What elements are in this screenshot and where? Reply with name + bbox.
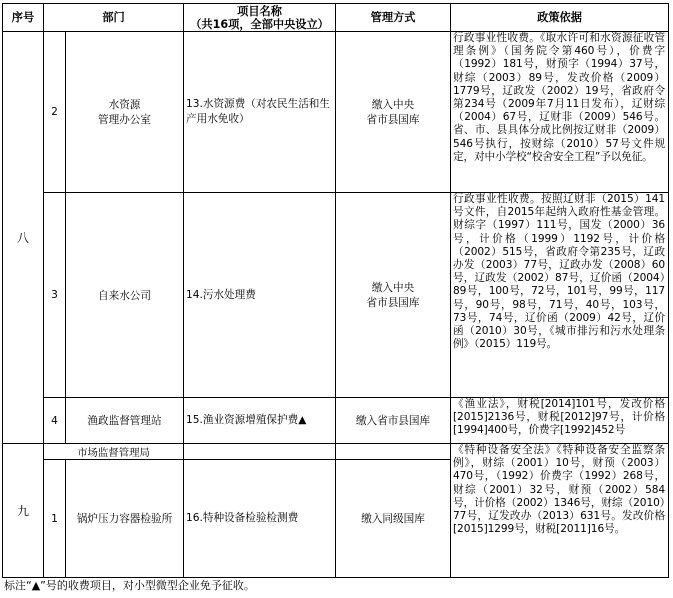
header-project xyxy=(184,4,336,32)
table-row xyxy=(3,193,669,398)
row-num: 1 xyxy=(44,460,66,578)
header-management: 管理方式 xyxy=(336,4,451,32)
table-row xyxy=(3,32,669,193)
row-dept: 自来水公司 xyxy=(66,193,184,398)
row-num: 2 xyxy=(44,32,66,193)
row-management: 缴入同级国库 xyxy=(336,460,451,578)
fee-table xyxy=(2,3,669,578)
header-dept: 部门 xyxy=(44,4,184,32)
row-management xyxy=(336,193,451,398)
subheader-empty xyxy=(336,444,451,460)
row-management-line: 省市县国库 xyxy=(366,114,420,126)
row-project: 16.特种设备检验检测费 xyxy=(184,460,336,578)
row-num: 4 xyxy=(44,398,66,444)
row-basis: 行政事业性收费。《取水许可和水资源征收管理条例》（国务院令第460号），价费字（1992）181号，财预字（1994）37号，财综（2003）89号，发改价格（2009）1779号，辽政发（2002）19号，省政府令第234号（2009年7月11日发布），辽财综（2004）67号，辽财非（2009）546号。省、市、县具体分成比例按辽财非（2009）546号执行，按财综（2010）57号文件规定，对中小学校“校舍安全工程”予以免征。 xyxy=(451,32,669,193)
group-seq: 八 xyxy=(3,32,44,444)
header-row xyxy=(3,4,669,32)
row-dept: 锅炉压力容器检验所 xyxy=(66,460,184,578)
row-management xyxy=(336,32,451,193)
row-project: 15.渔业资源增殖保护费▲ xyxy=(184,398,336,444)
row-project: 14.污水处理费 xyxy=(184,193,336,398)
row-basis: 《特种设备安全法》《特种设备安全监察条例》，财综（2001）10号，财预（2003）470号，（1992）价费字（1992）268号，财综（2001）32号，财预（2002）584号，计价格（2002）1346号，财综（2010）77号，辽发改办（2013）631号。发改价格[2015]1299号，财税[2011]16号。 xyxy=(451,444,669,578)
row-dept-line: 管理办公室 xyxy=(98,114,151,126)
row-project: 13.水资源费（对农民生活和生产用水免收） xyxy=(184,32,336,193)
header-project-line2: （共16项，全部中央设立） xyxy=(190,17,329,31)
row-management-line: 缴入中央 xyxy=(371,99,415,111)
row-dept: 渔政监督管理站 xyxy=(66,398,184,444)
group-seq: 九 xyxy=(3,444,44,578)
header-seq: 序号 xyxy=(3,4,44,32)
subheader-empty xyxy=(184,444,336,460)
table-row xyxy=(3,398,669,444)
row-management: 缴入省市县国库 xyxy=(336,398,451,444)
subheader-dept: 市场监督管理局 xyxy=(44,444,184,460)
row-dept-line: 水资源 xyxy=(108,99,141,111)
header-basis: 政策依据 xyxy=(451,4,669,32)
header-project-line1: 项目名称 xyxy=(237,4,282,18)
subheader-row xyxy=(3,444,669,460)
row-num: 3 xyxy=(44,193,66,398)
row-management-line: 缴入中央 xyxy=(371,282,415,294)
footnote: 标注“▲”号的收费项目，对小型微型企业免予征收。 xyxy=(4,579,255,592)
row-basis: 行政事业性收费。按照辽财非（2015）141号文件，自2015年起纳入政府性基金管理。财综字（1997）111号，国发（2000）36号，计价格（1999）1192号，计价格（2002）515号，省政府令第235号，辽政办发（2003）77号，辽政办发（2008）60号，辽政发（2002）87号，辽价函（2004）89号，100号，72号，101号，99号，117号，90号，98号，71号，40号，103号，73号，74号，辽价函（2009）42号，辽价函（2010）30号，《城市排污和污水处理条例》（2015）119号。 xyxy=(451,193,669,398)
row-basis: 《渔业法》，财税[2014]101号，发改价格[2015]2136号，财税[2012]97号，计价格[1994]400号，价费字[1992]452号 xyxy=(451,398,669,444)
row-dept xyxy=(66,32,184,193)
row-management-line: 省市县国库 xyxy=(366,297,420,309)
